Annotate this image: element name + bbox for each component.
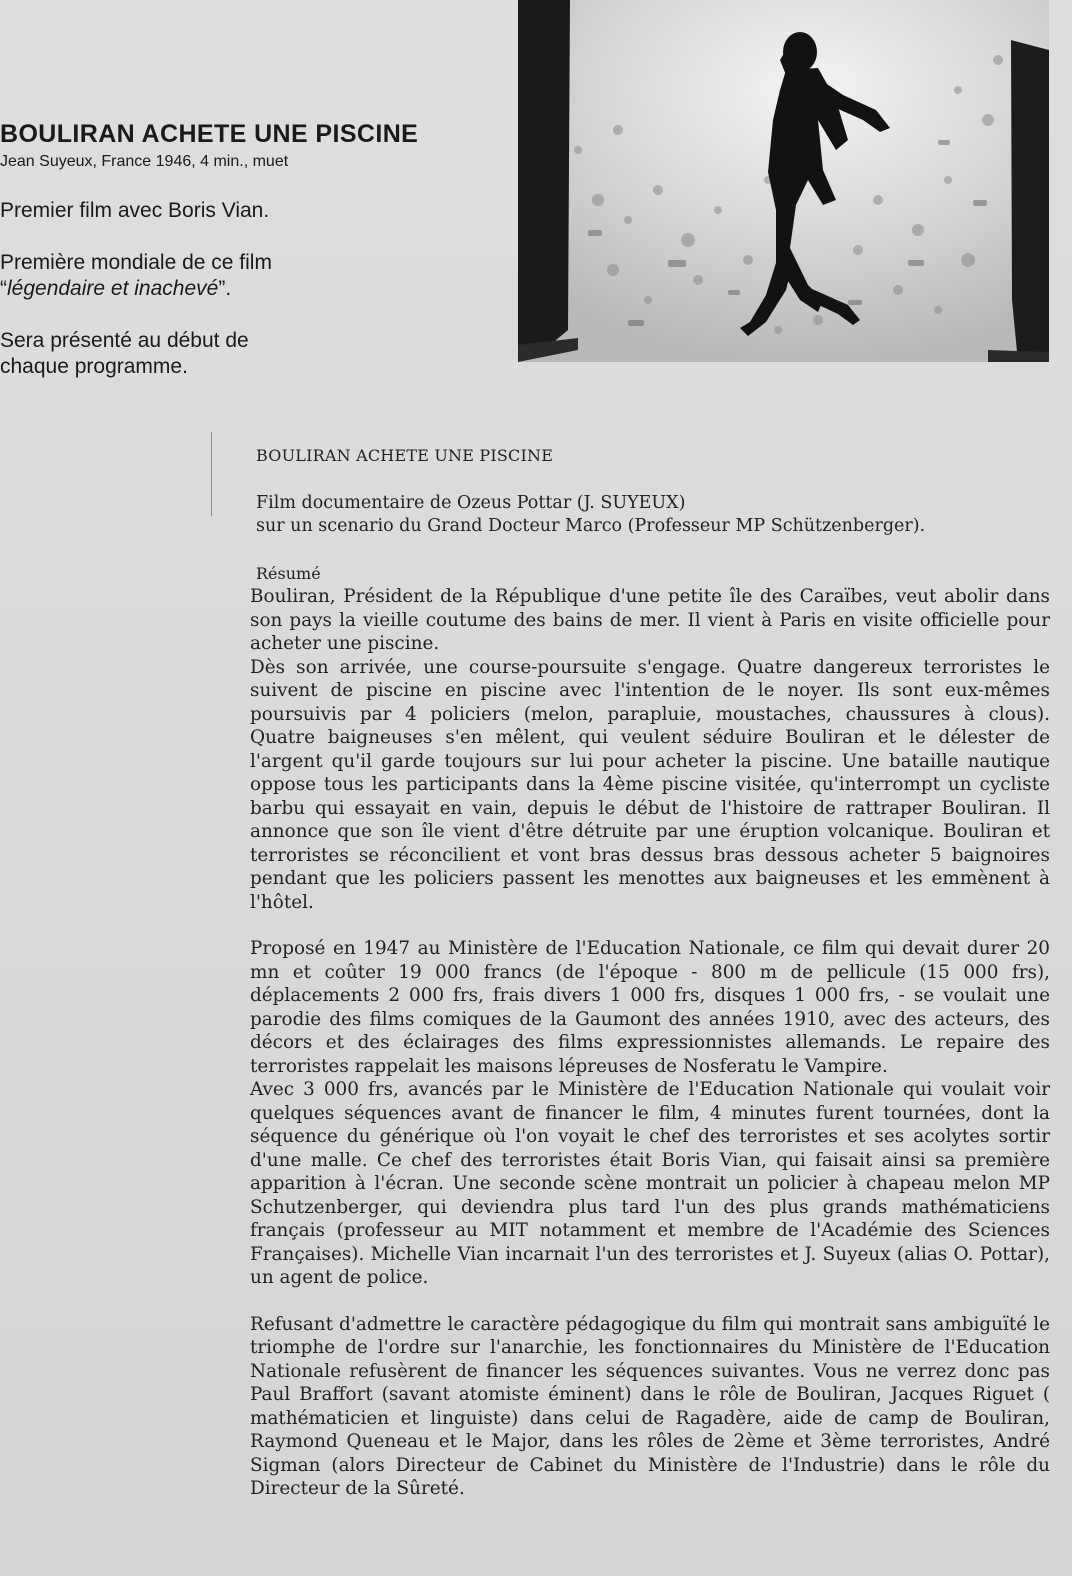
credit-line-1: Film documentaire de Ozeus Pottar (J. SUYEUX) <box>256 492 686 513</box>
intro-sera-presente: Sera présenté au début de chaque programme. <box>0 329 249 378</box>
quote-open: “ <box>0 277 7 300</box>
quote-close: ”. <box>218 277 232 300</box>
vertical-divider <box>211 432 212 516</box>
intro-premiere-mondiale <box>0 250 500 302</box>
resume-label: Résumé <box>256 563 321 583</box>
refusant-paragraph: Refusant d'admettre le caractère pédagogique du film qui montrait sans ambiguïté le triomphe de l'ordre sur l'anarchie, les fonctionnaires du Ministère de l'Education Nationale refusèrent de financer les séquences suivantes. Vous ne verrez donc pas Paul Braffort (savant atomiste éminent) dans le rôle de Bouliran, Jacques Riguet ( mathématicien et linguiste) dans celui de Ragadère, aide de camp de Bouliran, Raymond Queneau et le Major, dans les rôles de 2ème et 3ème terroristes, André Sigman (alors Directeur de Cabinet du Ministère de l'Industrie) dans le rôle du Directeur de la Sûreté. <box>250 1313 1050 1499</box>
film-still-photo <box>518 0 1049 362</box>
article-block <box>250 444 1050 1501</box>
film-still-running-man-icon <box>518 0 1049 362</box>
resume-paragraph-2: Dès son arrivée, une course-poursuite s'engage. Quatre dangereux terroristes le suivent de piscine en piscine avec l'intention de le noyer. Ils sont eux-mêmes poursuivis par 4 policiers (melon, parapluie, moustaches, chaussures à clous). Quatre baigneuses s'en mêlent, qui veulent séduire Bouliran et le délester de l'argent qu'il garde toujours sur lui pour acheter la piscine. Une bataille nautique oppose tous les participants dans la 4ème piscine visitée, qu'interrompt un cycliste barbu qui essayait en vain, depuis le début de l'histoire de rattraper Bouliran. Il annonce que son île vient d'être détruite par une éruption volcanique. Bouliran et terroristes se réconcilient et vont bras dessus bras dessous acheter 5 baignoires pendant que les policiers passent les menottes aux baigneuses et les emmènent à l'hôtel. <box>250 656 1050 913</box>
premiere-line1: Première mondiale de ce film <box>0 251 272 274</box>
article-title: BOULIRAN ACHETE UNE PISCINE <box>256 446 554 465</box>
intro-credit: Jean Suyeux, France 1946, 4 min., muet <box>0 153 289 170</box>
propose-paragraph-1: Proposé en 1947 au Ministère de l'Education Nationale, ce film qui devait durer 20 mn et coûter 19 000 francs (de l'époque - 800 m de pellicule (15 000 frs), déplacements 2 000 frs, frais divers 1 000 frs, disques 1 000 frs, - se voulait une parodie des films comiques de la Gaumont des années 1910, avec des acteurs, des décors et des éclairages des films expressionnistes allemands. Le repaire des terroristes rappelait les maisons lépreuses de Nosferatu le Vampire. <box>250 938 1050 1077</box>
propose-paragraph-2: Avec 3 000 frs, avancés par le Ministère de l'Education Nationale qui voulait voir quelques séquences avant de financer le film, 4 minutes furent tournées, dont la séquence du générique où l'on voyait le chef des terroristes et ses acolytes sortir d'une malle. Ce chef des terroristes était Boris Vian, qui faisait ainsi sa première apparition à l'écran. Une seconde scène montrait un policier à chapeau melon MP Schutzenberger, qui deviendra plus tard l'un des plus grands mathématiciens français (professeur au MIT notamment et membre de l'Académie des Sciences Françaises). Michelle Vian incarnait l'un des terroristes et J. Suyeux (alias O. Pottar), un agent de police. <box>250 1079 1050 1288</box>
resume-paragraph-1: Bouliran, Président de la République d'une petite île des Caraïbes, veut abolir dans son pays la vieille coutume des bains de mer. Il vient à Paris en visite officielle pour acheter une piscine. <box>250 586 1050 654</box>
quote-italic: légendaire et inachevé <box>7 277 219 300</box>
credit-line-2: sur un scenario du Grand Docteur Marco (Professeur MP Schützenberger). <box>256 515 926 536</box>
intro-premier-film: Premier film avec Boris Vian. <box>0 199 270 222</box>
article-credit <box>256 492 1050 538</box>
intro-block <box>0 118 500 380</box>
intro-title: BOULIRAN ACHETE UNE PISCINE <box>0 120 419 148</box>
